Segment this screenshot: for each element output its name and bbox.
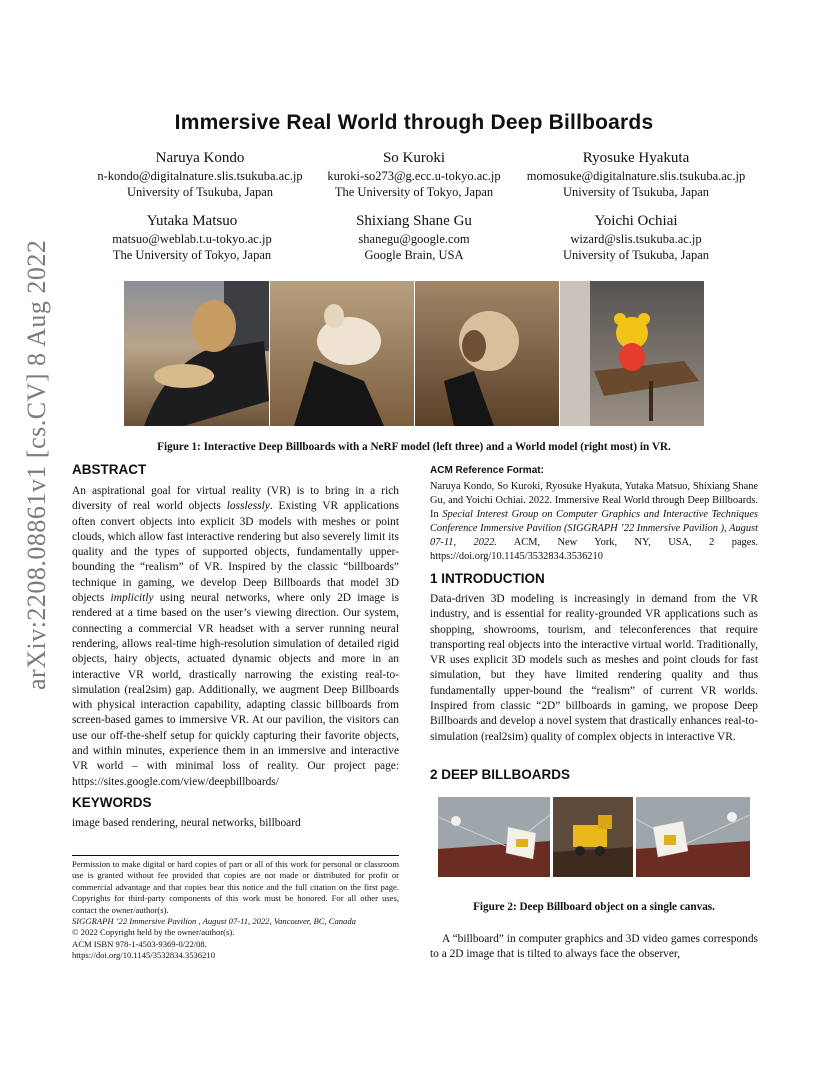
author-name: Ryosuke Hyakuta	[582, 150, 690, 166]
doi-link[interactable]: https://doi.org/10.1145/3532834.3536210	[72, 950, 215, 961]
deep-billboards-heading: 2 DEEP BILLBOARDS	[430, 767, 571, 782]
abstract-emphasis: losslessly	[226, 500, 270, 513]
acm-ref-part: Naruya Kondo, So Kuroki, Ryosuke Hyakuta, Yutaka Matsuo, Shixiang Shane Gu, and Yoichi Ochiai. 2022. Immersive Real World through Deep Billboards. In	[430, 481, 758, 520]
acm-ref-heading: ACM Reference Format:	[430, 465, 544, 476]
figure-2	[438, 797, 750, 877]
abstract-emphasis: implicitly	[110, 592, 154, 605]
author-name: So Kuroki	[382, 150, 446, 166]
author-name: Yoichi Ochiai	[594, 213, 678, 229]
abstract-part: An aspirational goal for virtual reality (VR) is to bring in a rich diversity of real world objects	[72, 485, 399, 513]
fig2-panel-3	[636, 797, 750, 877]
fig1-panel-4	[560, 281, 704, 426]
abstract-part: using neural networks, where only 2D image is rendered at a time based on the user’s viewing direction. Our system, connecting a commercial VR headset with a server running neural rendering, allows real-time high-resolution simulation of detailed rigid objects, hairy objects, actuated dynamic objects and more in an interactive VR world, drastically narrowing the existing real-to-simulation (real2sim) gap. Additionally, we augment Deep Billboards with physical interaction capability, adapting classic billboards from screen-based games to immersive VR. At our pavilion, the visitors can use our off-the-shelf setup for quickly capturing their favorite objects, and within minutes, experience them in an immersive and interactive VR world – with minimal loss of reality. Our project page: https://sites.google.com/view/deepbillboards/	[72, 592, 399, 788]
toy-truck-icon	[664, 835, 676, 845]
copyright-text: © 2022 Copyright held by the owner/author(s).	[72, 927, 235, 938]
author-email[interactable]: kuroki-so273@g.ecc.u-tokyo.ac.jp	[327, 169, 501, 183]
acm-ref-venue: Special Interest Group on Computer Graphics and Interactive Techniques Conference Immersive Pavilion (SIGGRAPH ’22 Immersive Pavilion ), August 07-11, 2022.	[430, 509, 758, 548]
abstract-part: . Existing VR applications often convert objects into explicit 3D models with meshes or point clouds, which allow fast interactive rendering but also severely limit its quality and the types of supported objects, fundamentally upper-bounding the “realism” of VR. Inspired by the classic “billboards” technique in gaming, we develop Deep Billboards that model 3D objects	[72, 500, 399, 605]
footnote	[72, 859, 399, 962]
abstract-heading: ABSTRACT	[72, 462, 147, 477]
author-3	[506, 149, 766, 200]
camera-icon	[727, 812, 737, 822]
author-affiliation: The University of Tokyo, Japan	[334, 185, 494, 199]
figure-1	[124, 281, 704, 426]
arxiv-stamp	[14, 239, 54, 700]
author-name: Yutaka Matsuo	[146, 213, 238, 229]
intro-heading: 1 INTRODUCTION	[430, 571, 545, 586]
author-affiliation: The University of Tokyo, Japan	[112, 248, 272, 262]
author-2	[284, 149, 544, 200]
keywords-heading: KEYWORDS	[72, 795, 152, 810]
camera-icon	[451, 816, 461, 826]
author-affiliation: University of Tsukuba, Japan	[562, 185, 710, 199]
author-name: Naruya Kondo	[155, 150, 245, 166]
author-email[interactable]: matsuo@weblab.t.u-tokyo.ac.jp	[112, 232, 272, 246]
fig2-panel-1	[438, 797, 550, 877]
acm-ref-part: ACM, New York, NY, USA, 2 pages. https://doi.org/10.1145/3532834.3536210	[430, 537, 759, 562]
fig1-panel-1	[124, 281, 269, 426]
keywords-text: image based rendering, neural networks, billboard	[72, 817, 301, 829]
author-affiliation: University of Tsukuba, Japan	[126, 185, 274, 199]
fig2-panel-2	[553, 797, 633, 877]
author-6	[506, 212, 766, 263]
venue-text: SIGGRAPH ’22 Immersive Pavilion , August 07-11, 2022, Vancouver, BC, Canada	[72, 916, 356, 927]
author-email[interactable]: wizard@slis.tsukuba.ac.jp	[570, 232, 702, 246]
isbn-text: ACM ISBN 978-1-4503-9369-0/22/08.	[72, 938, 207, 949]
author-email[interactable]: momosuke@digitalnature.slis.tsukuba.ac.jp	[526, 169, 746, 183]
figure-2-caption: Figure 2: Deep Billboard object on a single canvas.	[473, 901, 715, 913]
acm-ref-text	[430, 480, 758, 564]
author-email[interactable]: n-kondo@digitalnature.slis.tsukuba.ac.jp	[97, 169, 303, 183]
author-4	[62, 212, 322, 263]
abstract-text	[72, 484, 399, 790]
deep-billboards-text: A “billboard” in computer graphics and 3D video games corresponds to a 2D image that is tilted to always face the observer,	[430, 933, 758, 961]
author-5	[284, 212, 544, 263]
paper-title: Immersive Real World through Deep Billboards	[174, 111, 654, 134]
plush-dog-icon	[317, 317, 381, 365]
author-email[interactable]: shanegu@google.com	[358, 232, 470, 246]
intro-text: Data-driven 3D modeling is increasingly in demand from the VR industry, and is essential for reality-grounded VR applications such as shopping, showrooms, tourism, and teleconferences that require transporting real objects into the interactive virtual world. Traditionally, VR uses explicit 3D models such as meshes and point clouds for fast simulation, but they have limited rendering quality and thus fundamentally upper-bound the “realism” of current VR worlds. Inspired from classic “2D” billboards in gaming, we propose Deep Billboards and develop a novel system that drastically enhances real-to-simulation (real2sim) quality of complex objects in interactive VR.	[430, 593, 758, 743]
author-affiliation: Google Brain, USA	[364, 248, 464, 262]
arxiv-id: arXiv:2208.08861v1 [cs.CV] 8 Aug 2022	[22, 239, 51, 690]
figure-1-caption: Figure 1: Interactive Deep Billboards with a NeRF model (left three) and a World model (right most) in VR.	[157, 441, 671, 453]
plush-toy-icon	[192, 300, 236, 352]
toy-truck-icon	[516, 839, 528, 847]
fig1-panel-3	[415, 281, 559, 426]
author-affiliation: University of Tsukuba, Japan	[562, 248, 710, 262]
permission-text: Permission to make digital or hard copies of part or all of this work for personal or classroom use is granted without fee provided that copies are not made or distributed for profit or commercial advantage and that copies bear this notice and the full citation on the first page. Copyrights for third-party components of this work must be honored. For all other uses, contact the owner/author(s).	[72, 859, 399, 915]
footnote-rule	[72, 855, 399, 856]
author-name: Shixiang Shane Gu	[356, 213, 472, 229]
fig1-panel-2	[270, 281, 414, 426]
